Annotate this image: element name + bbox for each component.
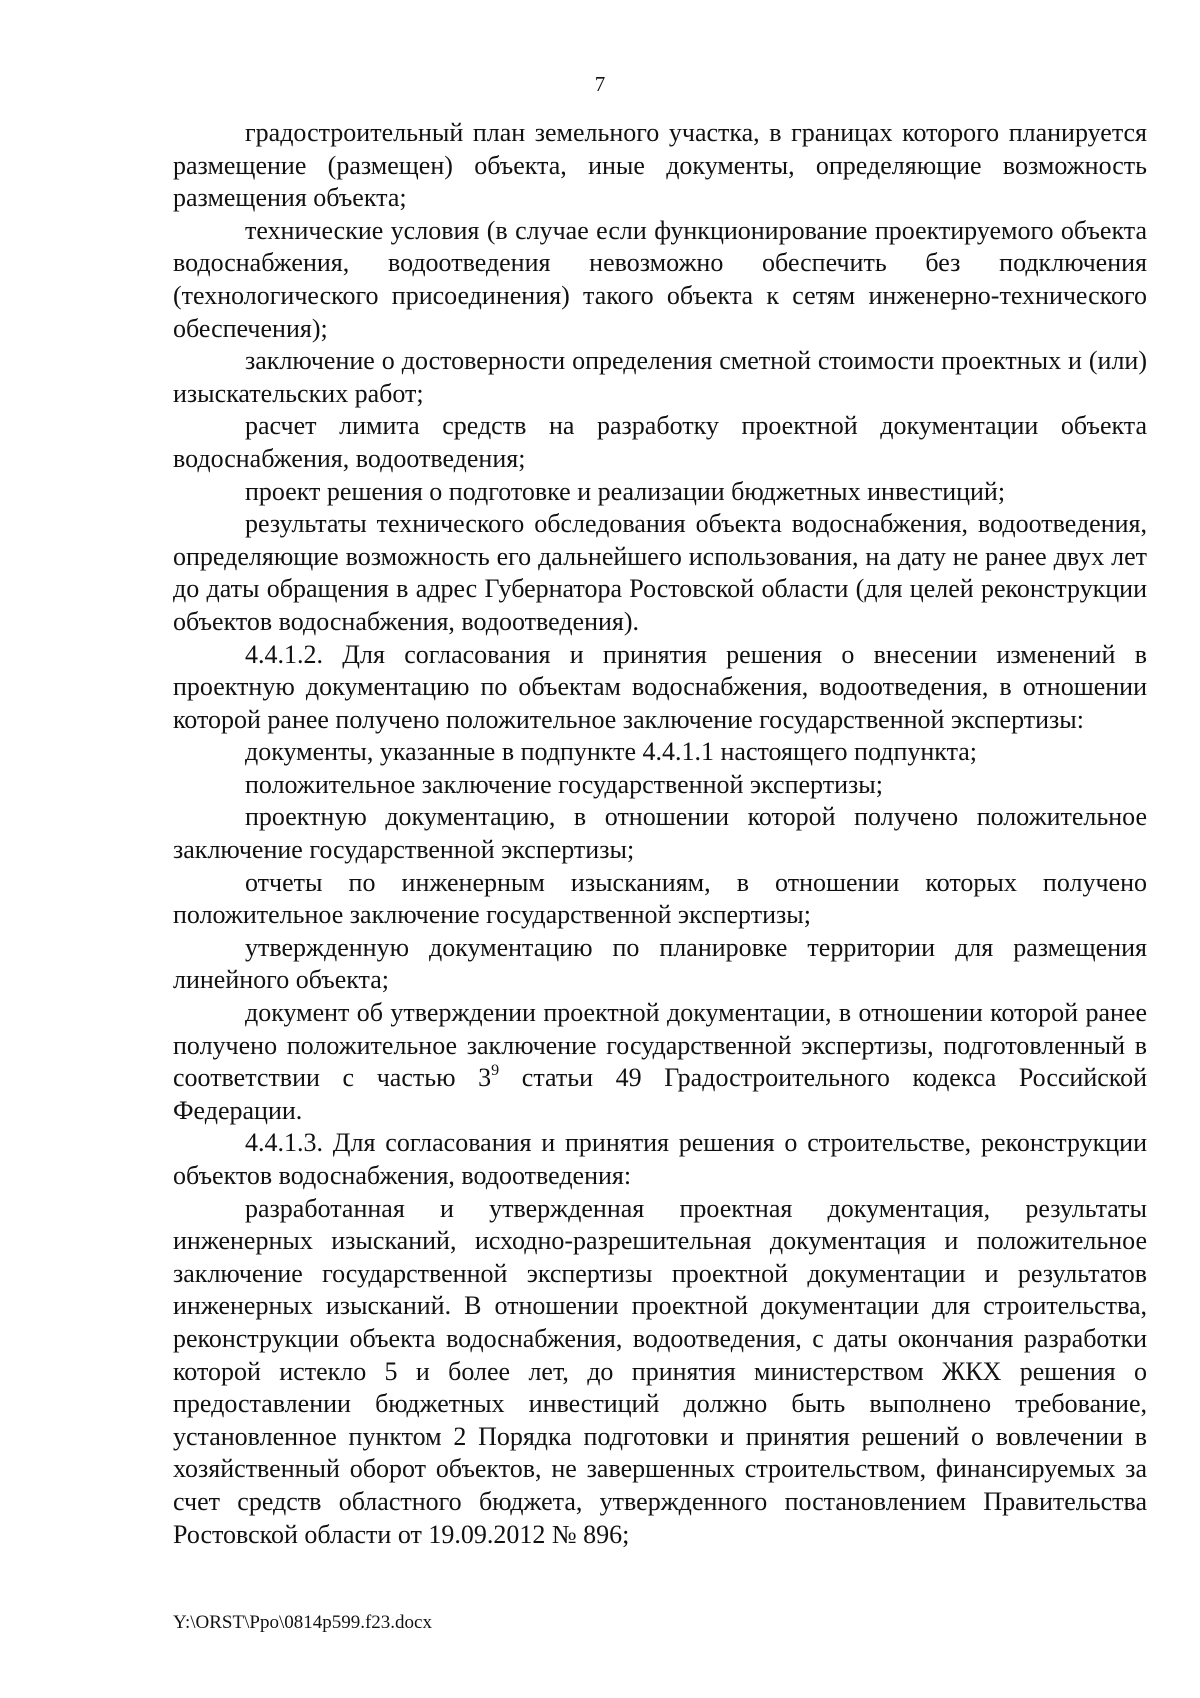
paragraph-approval-document [173,997,1147,1127]
paragraph-4-4-1-2: 4.4.1.2. Для согласования и принятия решения о внесении изменений в проектную документацию по объектам водоснабжения, водоотведения, в отношении которой ранее получено положительное заключение государственной экспертизы: [173,639,1147,734]
paragraph-engineering-survey-reports: отчеты по инженерным изысканиям, в отношении которых получено положительное заключение государственной экспертизы; [173,867,1147,930]
paragraph-developed-documentation: разработанная и утвержденная проектная документация, результаты инженерных изысканий, исходно-разрешительная документация и положительное заключение государственной экспертизы проектной документации и результатов инженерных изысканий. В отношении проектной документации для строительства, реконструкции объекта водоснабжения, водоотведения, с даты окончания разработки которой истекло 5 и более лет, до принятия министерством ЖКХ решения о предоставлении бюджетных инвестиций должно быть выполнено требование, установленное пунктом 2 Порядка подготовки и принятия решений о вовлечении в хозяйственный оборот объектов, не завершенных строительством, финансируемых за счет средств областного бюджета, утвержденного постановлением Правительства Ростовской области от 19.09.2012 № 896; [173,1193,1147,1549]
paragraph-4-4-1-3: 4.4.1.3. Для согласования и принятия решения о строительстве, реконструкции объектов водоснабжения, водоотведения: [173,1128,1147,1190]
paragraph-positive-conclusion: положительное заключение государственной экспертизы; [245,769,883,799]
paragraph-technical-conditions: технические условия (в случае если функционирование проектируемого объекта водоснабжения, водоотведения невозможно обеспечить без подключения (технологического присоединения) такого объекта к сетям инженерно-технического обеспечения); [173,215,1147,343]
paragraph-limit-calculation: расчет лимита средств на разработку проектной документации объекта водоснабжения, водоотведения; [173,411,1147,473]
paragraph-cost-estimate-conclusion: заключение о достоверности определения сметной стоимости проектных и (или) изыскательских работ; [173,346,1147,408]
superscript-nine: 9 [491,1062,500,1080]
paragraph-territory-planning: утвержденную документацию по планировке территории для размещения линейного объекта; [173,932,1147,995]
footer-file-path: Y:\ORST\Ppo\0814p599.f23.docx [173,1612,432,1633]
document-body [173,117,1147,1551]
paragraph-documents-listed: документы, указанные в подпункте 4.4.1.1 настоящего подпункта; [245,737,978,767]
paragraph-project-documentation: проектную документацию, в отношении которой получено положительное заключение государственной экспертизы; [173,802,1147,865]
paragraph-draft-decision: проект решения о подготовке и реализации бюджетных инвестиций; [245,476,1006,506]
paragraph-inspection-results: результаты технического обследования объекта водоснабжения, водоотведения, определяющие возможность его дальнейшего использования, на дату не ранее двух лет до даты обращения в адрес Губернатора Ростовской области (для целей реконструкции объектов водоснабжения, водоотведения). [173,509,1147,636]
approval-document-text: документ об утверждении проектной документации, в отношении которой ранее получено положительное заключение государственной экспертизы, подготовленный в соответствии с частью 3 [173,998,1147,1093]
paragraph-gpzu: градостроительный план земельного участка, в границах которого планируется размещение (размещен) объекта, иные документы, определяющие возможность размещения объекта; [173,118,1147,213]
page-number: 7 [594,72,606,96]
approval-document-text-end: статьи 49 Градостроительного кодекса Российской Федерации. [173,1063,1147,1125]
